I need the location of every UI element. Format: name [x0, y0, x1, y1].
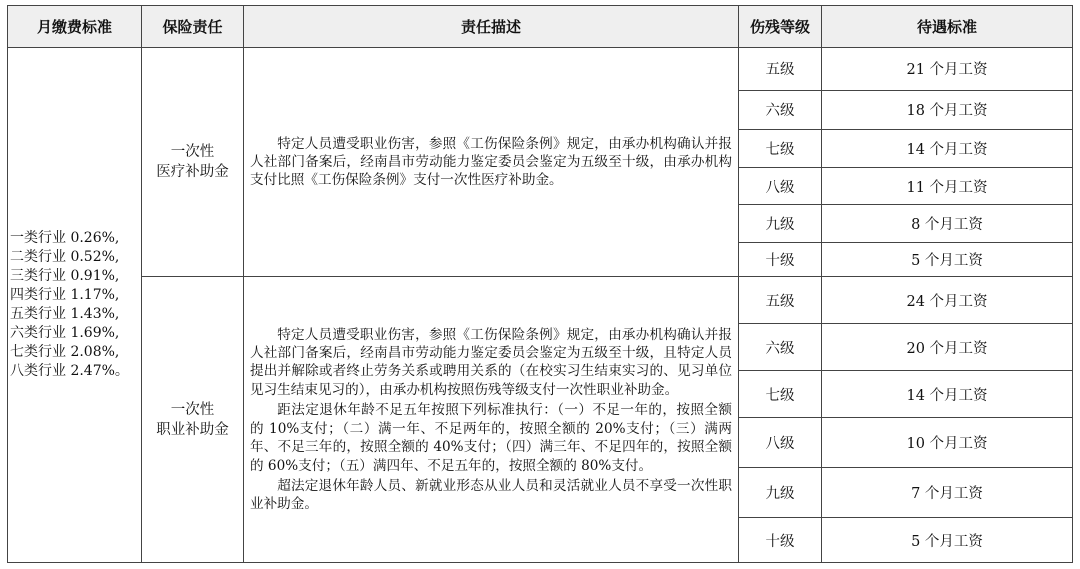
header-grade: 伤残等级 — [739, 6, 822, 48]
benefits-table — [7, 5, 1073, 563]
fee-line: 七类行业 2.08%, — [10, 344, 120, 360]
benefits-table-container — [7, 5, 1073, 563]
description-paragraph: 特定人员遭受职业伤害，参照《工伤保险条例》规定，由承办机构确认并报人社部门备案后，经南昌市劳动能力鉴定委员会鉴定为五级至十级，且特定人员提出并解除或者终止劳务关系或聘用关系的（在校实习生结束实习的、见习单位见习生结束见习的），由承办机构按照伤残等级支付一次性职业补助金。 — [250, 326, 732, 398]
standard-cell: 5 个月工资 — [822, 242, 1073, 277]
fee-line: 八类行业 2.47%。 — [10, 363, 129, 379]
standard-cell: 21 个月工资 — [822, 48, 1073, 91]
grade-cell: 九级 — [739, 205, 822, 243]
grade-cell: 八级 — [739, 418, 822, 468]
responsibility-line: 职业补助金 — [156, 421, 229, 438]
grade-cell: 七级 — [739, 129, 822, 168]
responsibility-line: 一次性 — [170, 401, 215, 418]
fee-line: 三类行业 0.91%, — [10, 268, 120, 284]
grade-cell: 五级 — [739, 277, 822, 324]
grade-cell: 八级 — [739, 168, 822, 205]
description-paragraph: 距法定退休年龄不足五年按照下列标准执行：（一）不足一年的，按照全额的 10%支付；（二）满一年、不足两年的，按照全额的 20%支付；（三）满两年、不足三年的，按照全额的 40%支付；（四）满三年、不足四年的，按照全额的 60%支付；（五）满四年、不足五年的，按照全额的 80%支付。 — [250, 402, 732, 474]
responsibility-medical — [142, 48, 244, 277]
grade-cell: 六级 — [739, 324, 822, 371]
fee-line: 二类行业 0.52%, — [10, 249, 120, 265]
responsibility-line: 医疗补助金 — [156, 164, 229, 181]
fee-line: 四类行业 1.17%, — [10, 287, 120, 303]
responsibility-occupational — [142, 277, 244, 563]
fee-line: 五类行业 1.43%, — [10, 306, 120, 322]
grade-cell: 五级 — [739, 48, 822, 91]
standard-cell: 24 个月工资 — [822, 277, 1073, 324]
grade-cell: 十级 — [739, 242, 822, 277]
standard-cell: 8 个月工资 — [822, 205, 1073, 243]
standard-cell: 14 个月工资 — [822, 129, 1073, 168]
fee-line: 六类行业 1.69%, — [10, 325, 120, 341]
header-responsibility: 保险责任 — [142, 6, 244, 48]
responsibility-line: 一次性 — [170, 144, 215, 161]
fee-line: 一类行业 0.26%, — [10, 230, 120, 246]
header-description: 责任描述 — [244, 6, 739, 48]
standard-cell: 7 个月工资 — [822, 468, 1073, 518]
standard-cell: 5 个月工资 — [822, 518, 1073, 563]
table-row — [8, 48, 1073, 91]
header-fee: 月缴费标准 — [8, 6, 142, 48]
header-standard: 待遇标准 — [822, 6, 1073, 48]
grade-cell: 十级 — [739, 518, 822, 563]
grade-cell: 九级 — [739, 468, 822, 518]
description-medical — [244, 48, 739, 277]
grade-cell: 七级 — [739, 371, 822, 418]
description-paragraph: 超法定退休年龄人员、新就业形态从业人员和灵活就业人员不享受一次性职业补助金。 — [250, 477, 732, 513]
table-row — [8, 277, 1073, 324]
grade-cell: 六级 — [739, 90, 822, 129]
standard-cell: 10 个月工资 — [822, 418, 1073, 468]
description-paragraph: 特定人员遭受职业伤害，参照《工伤保险条例》规定，由承办机构确认并报人社部门备案后，经南昌市劳动能力鉴定委员会鉴定为五级至十级，由承办机构支付比照《工伤保险条例》支付一次性医疗补助金。 — [250, 135, 732, 189]
description-occupational — [244, 277, 739, 563]
header-row — [8, 6, 1073, 48]
standard-cell: 14 个月工资 — [822, 371, 1073, 418]
standard-cell: 20 个月工资 — [822, 324, 1073, 371]
standard-cell: 11 个月工资 — [822, 168, 1073, 205]
fee-cell — [8, 48, 142, 563]
standard-cell: 18 个月工资 — [822, 90, 1073, 129]
